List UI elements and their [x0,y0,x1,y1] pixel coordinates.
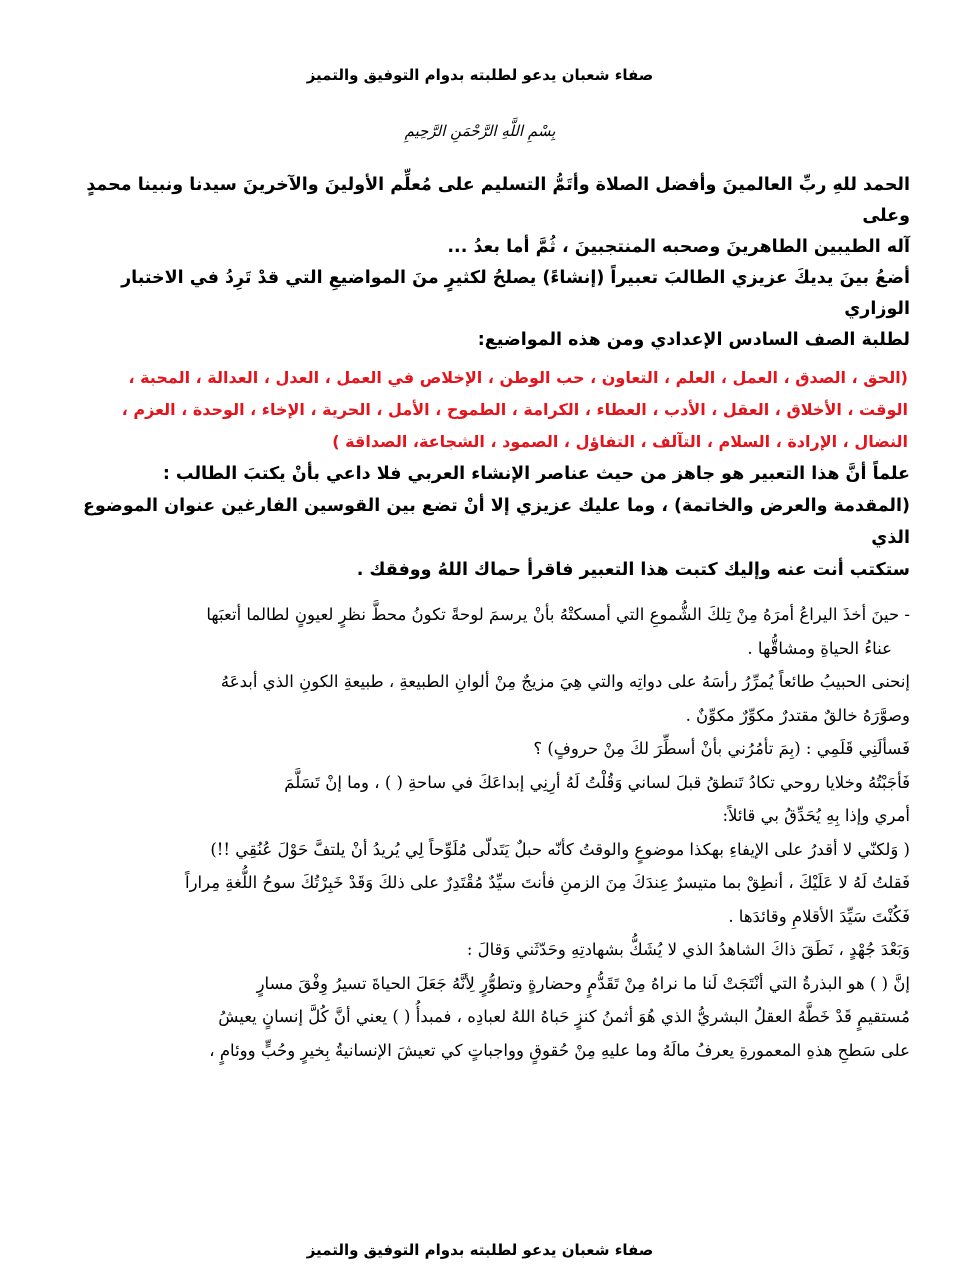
essay-line: - حينَ أخذَ اليراعُ أمرَهُ مِنْ تِلكَ الشُّموعِ التي أمسكتْهُ بأنْ يرسمَ لوحةً تكونُ محطَّ نظرٍ لعيونٍ لطالما أتعبَها [206,605,910,624]
essay-line: فَأجَبْتُهُ وخلايا روحي تكادُ تَنطقُ قبلَ لساني وَقُلْتُ لَهُ أرِنِي إبداعَكَ في ساحةِ ( ) ، وما إنْ تَسَلَّمَ [284,772,910,792]
intro-line: أضعُ بينَ يديكَ عزيزي الطالبَ تعبيراً (إنشاءً) يصلحُ لكثيرٍ منَ المواضيعِ التي قدْ تَرِدُ في الاختبار الوزاري [121,268,910,319]
essay-line: مُستقيمٍ قَدْ خَطَّهُ العقلُ البشريُّ الذي هُوَ أثمنُ كنزٍ حَباهُ اللهُ لعبادِه ، فمبدأُ ( ) يعني أنَّ كُلَّ إنسانٍ يعيشُ [218,1007,910,1026]
instructions [70,458,910,586]
intro-line: آله الطيبين الطاهرينَ وصحبه المنتجبينَ ، ثُمَّ أما بعدُ ... [447,237,910,257]
essay-line: فَسألَنِي قَلَمِي : (بِمَ تأمُرُني بأنْ أسطِّرَ لكَ مِنْ حروفٍ) ؟ [533,739,910,758]
essay-line: وَبَعْدَ جُهْدٍ ، نَطَقَ ذاكَ الشاهدُ الذي لا يُشَكُّ بشهادتِهِ وحَدّثَني وَقالَ : [466,940,910,959]
basmala: بِسْمِ اللَّهِ الرَّحْمَنِ الرَّحِيمِ [404,122,556,140]
instructions-line: علماً أنَّ هذا التعبير هو جاهز من حيث عناصر الإنشاء العربي فلا داعي بأنْ يكتبَ الطالب : [162,464,910,484]
essay-line: فَكُنْتَ سَيِّدَ الأقلامِ وقائدَها . [728,906,910,926]
topics-line: النضال ، الإرادة ، السلام ، التآلف ، التفاؤل ، الصمود ، الشجاعة، الصداقة ) [332,432,908,451]
page-footer: صفاء شعبان يدعو لطلبته بدوام التوفيق والتميز [306,1241,654,1259]
essay-line: أمري وإذا بِهِ يُحَدِّقُ بي قائلاً: [722,806,910,825]
intro-line: لطلبة الصف السادس الإعدادي ومن هذه المواضيع: [477,330,910,350]
essay-line: إنحنى الحبيبُ طائعاً يُمرِّرُ رأسَهُ على دواتِه والتي هِيَ مزيجٌ مِنْ ألوانِ الطبيعةِ ، طبيعةِ الكونِ الذي أبدعَهُ [220,672,910,691]
instructions-line: ستكتب أنت عنه وإليك كتبت هذا التعبير فاقرأ حماك اللهُ ووفقك . [356,560,910,580]
topics-line: الوقت ، الأخلاق ، العقل ، الأدب ، العطاء ، الكرامة ، الطموح ، الأمل ، الحرية ، الإخاء ، الوحدة ، العزم ، [121,400,908,419]
essay-line: فَقلتُ لَهُ لا عَلَيْكَ ، أنطِقْ بما متيسرٌ عِندَكَ مِنَ الزمنِ فأنتَ سيِّدٌ مُقْتَدِرٌ على ذلكَ وَقَدْ خَبِرْتُكَ سوحُ اللُّغةِ مِراراً [184,873,910,892]
essay-line: إنَّ ( ) هو البذرةُ التي أنْتَجَتْ لَنا ما نراهُ مِنْ تَقَدُّمٍ وحضارةٍ وتطوُّرٍ لِأنَّهُ جَعَلَ الحياةَ تسيرُ وِفْقَ مسارٍ [256,973,910,993]
page-header: صفاء شعبان يدعو لطلبته بدوام التوفيق والتميز [306,66,654,84]
topics-line: (الحق ، الصدق ، العمل ، العلم ، التعاون ، حب الوطن ، الإخلاص في العمل ، العدل ، العدالة ، المحبة ، [128,368,908,387]
instructions-line: (المقدمة والعرض والخاتمة) ، وما عليك عزيزي إلا أنْ تضع بين القوسين الفارغين عنوان الموضوع الذي [82,496,910,548]
essay-line: على سَطحِ هذهِ المعمورةِ يعرفُ مالَهُ وما عليهِ مِنْ حُقوقٍ وواجباتٍ كي تعيشَ الإنسانيةُ بِخيرٍ وحُبٍّ ووئامٍ ، [209,1040,910,1060]
essay-body [84,598,910,1067]
topics-list [70,362,910,458]
intro-line: الحمد للهِ ربِّ العالمينَ وأفضل الصلاة وأتَمُّ التسليم على مُعلِّم الأولينَ والآخرينَ سيدنا ونبينا محمدٍ وعلى [86,175,910,226]
essay-line: وصوَّرَهُ خالقٌ مقتدرٌ مكوِّرٌ مكوِّنٌ . [685,705,910,725]
essay-line: ( وَلكنّي لا أقدرُ على الإيفاءِ بهكذا موضوعٍ والوقتُ كأنّه حبلٌ يَتَدلّى مُلَوِّحاً لِي يُريدُ أنْ يلتفَّ حَوْلَ عُنُقِي !!) [210,839,910,859]
intro-section [70,170,910,586]
essay-line: عناءُ الحياةِ ومشاقُّها . [747,638,892,658]
